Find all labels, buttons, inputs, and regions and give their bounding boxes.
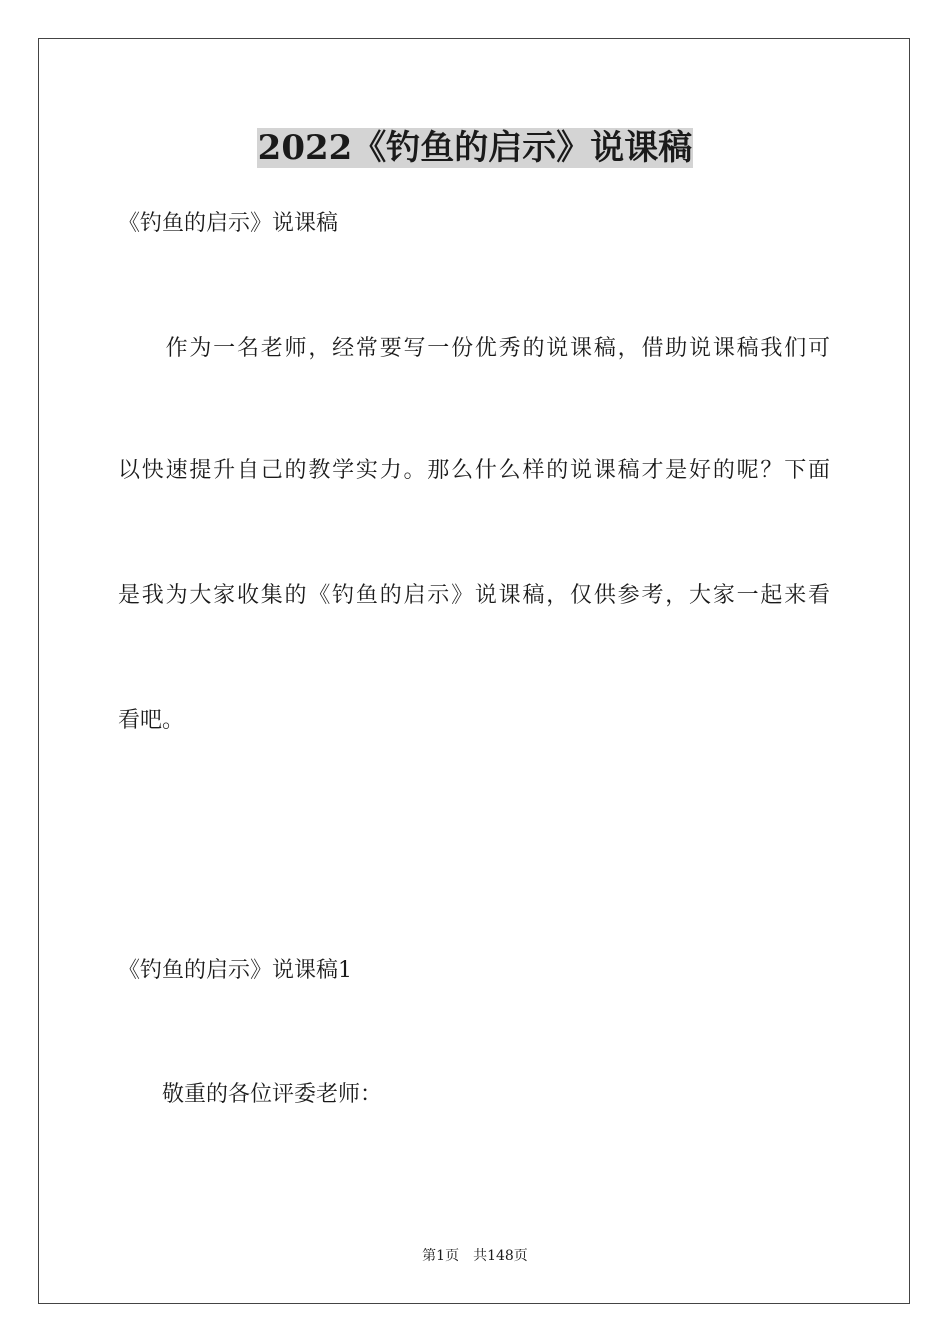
section-heading: 《钓鱼的启示》说课稿1	[118, 958, 352, 983]
intro-line-2: 以快速提升自己的教学实力。那么什么样的说课稿才是好的呢？下面	[118, 458, 830, 483]
greeting-line: 敬重的各位评委老师：	[118, 1082, 383, 1107]
document-title	[0, 124, 950, 172]
document-subtitle: 《钓鱼的启示》说课稿	[118, 211, 339, 236]
intro-line-4: 看吧。	[118, 708, 185, 733]
intro-line-3: 是我为大家收集的《钓鱼的启示》说课稿，仅供参考，大家一起来看	[118, 583, 830, 608]
page-footer: 第1页 共148页	[422, 1248, 528, 1264]
intro-line-1: 作为一名老师，经常要写一份优秀的说课稿，借助说课稿我们可	[118, 336, 830, 361]
document-title-text: 2022《钓鱼的启示》说课稿	[257, 128, 693, 168]
